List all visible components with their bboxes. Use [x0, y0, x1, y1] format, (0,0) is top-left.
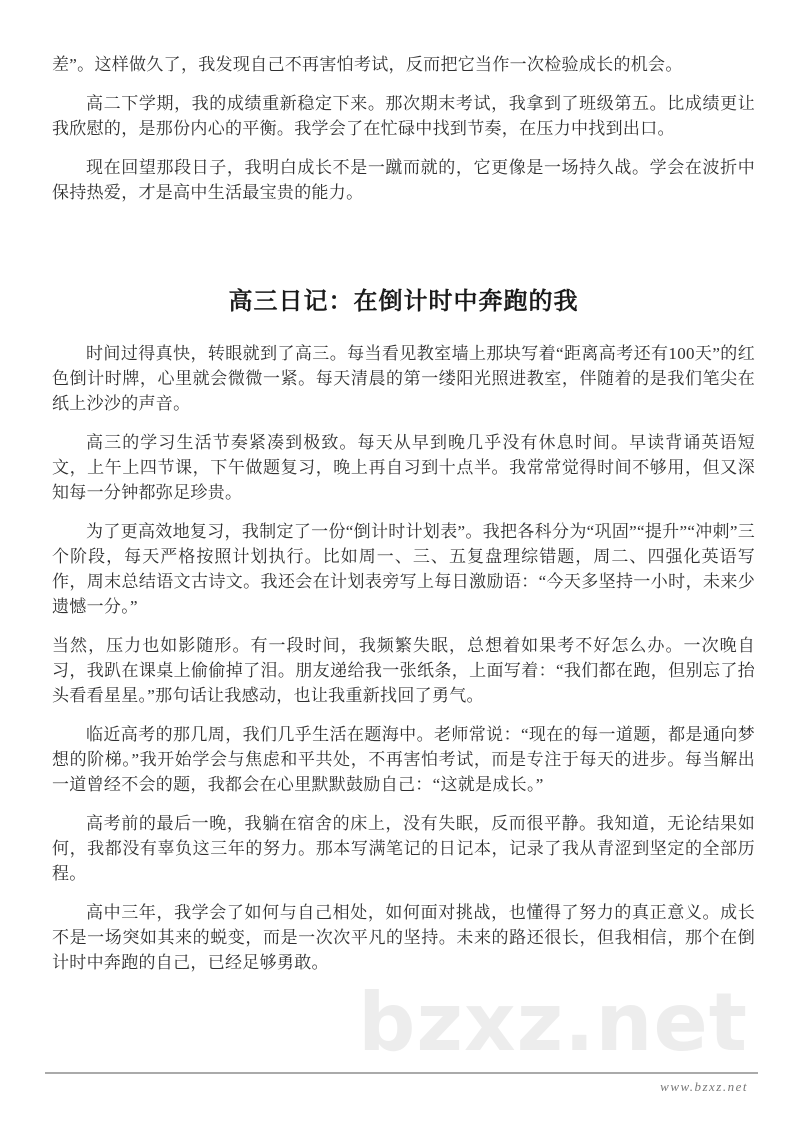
paragraph: 为了更高效地复习，我制定了一份“倒计时计划表”。我把各科分为“巩固”“提升”“冲刺”三个阶段，每天严格按照计划执行。比如周一、三、五复盘理综错题，周二、四强化英语写作，周末总结语文古诗文。我还会在计划表旁写上每日激励语：“今天多坚持一小时，未来少遗憾一分。” [52, 522, 755, 616]
paragraph: 现在回望那段日子，我明白成长不是一蹴而就的，它更像是一场持久战。学会在波折中保持热爱，才是高中生活最宝贵的能力。 [52, 158, 755, 202]
paragraph: 高考前的最后一晚，我躺在宿舍的床上，没有失眠，反而很平静。我知道，无论结果如何，我都没有辜负这三年的努力。那本写满笔记的日记本，记录了我从青涩到坚定的全部历程。 [52, 814, 755, 883]
paragraph-continuation: 差”。这样做久了，我发现自己不再害怕考试，反而把它当作一次检验成长的机会。 [52, 55, 683, 74]
footer-url: www.bzxz.net [660, 1079, 748, 1094]
essay-title: 高三日记：在倒计时中奔跑的我 [228, 288, 579, 315]
paragraph: 时间过得真快，转眼就到了高三。每当看见教室墙上那块写着“距离高考还有100天”的红色倒计时牌，心里就会微微一紧。每天清晨的第一缕阳光照进教室，伴随着的是我们笔尖在纸上沙沙的声音。 [52, 344, 755, 413]
watermark: bzxz.net [358, 976, 748, 1069]
paragraph: 临近高考的那几周，我们几乎生活在题海中。老师常说：“现在的每一道题，都是通向梦想的阶梯。”我开始学会与焦虑和平共处，不再害怕考试，而是专注于每天的进步。每当解出一道曾经不会的题，我都会在心里默默鼓励自己：“这就是成长。” [52, 725, 755, 794]
paragraph: 高二下学期，我的成绩重新稳定下来。那次期末考试，我拿到了班级第五。比成绩更让我欣慰的，是那份内心的平衡。我学会了在忙碌中找到节奏，在压力中找到出口。 [52, 94, 755, 138]
footer-divider [45, 1072, 758, 1074]
paragraph: 高中三年，我学会了如何与自己相处，如何面对挑战，也懂得了努力的真正意义。成长不是一场突如其来的蜕变，而是一次次平凡的坚持。未来的路还很长，但我相信，那个在倒计时中奔跑的自己，已经足够勇敢。 [52, 903, 755, 972]
paragraph: 当然，压力也如影随形。有一段时间，我频繁失眠，总想着如果考不好怎么办。一次晚自习，我趴在课桌上偷偷掉了泪。朋友递给我一张纸条，上面写着：“我们都在跑，但别忘了抬头看看星星。”那句话让我感动，也让我重新找回了勇气。 [52, 636, 755, 705]
paragraph: 高三的学习生活节奏紧凑到极致。每天从早到晚几乎没有休息时间。早读背诵英语短文，上午上四节课，下午做题复习，晚上再自习到十点半。我常常觉得时间不够用，但又深知每一分钟都弥足珍贵。 [52, 433, 755, 502]
